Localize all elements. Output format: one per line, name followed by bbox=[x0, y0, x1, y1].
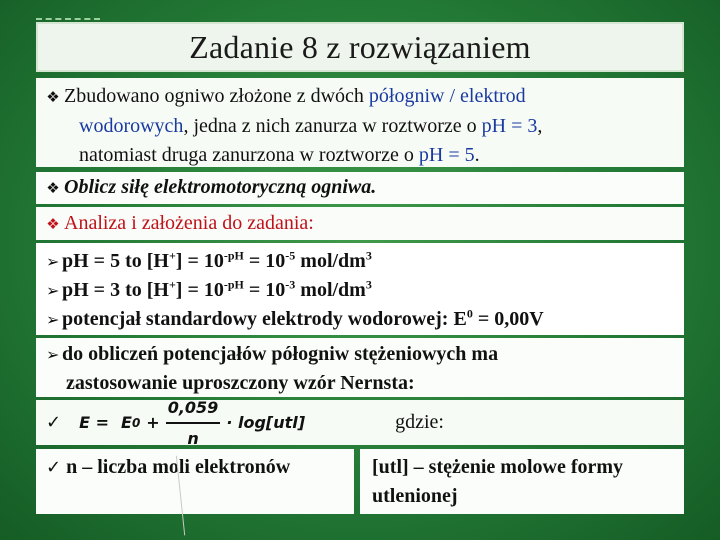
ph3-text-c: = 10 bbox=[243, 279, 286, 301]
desc-comma: , bbox=[537, 115, 543, 137]
formula-lhs: E = bbox=[79, 413, 109, 432]
definition-utl-text: [utl] – stężenie molowe formy utlenionej bbox=[372, 456, 624, 507]
list-item bbox=[46, 247, 674, 276]
title-bar bbox=[36, 22, 684, 72]
desc-text-3: natomiast druga zanurzona w roztworze o bbox=[79, 144, 414, 166]
formula-fraction bbox=[166, 400, 221, 445]
desc-ph-5: pH = 5 bbox=[418, 144, 475, 166]
ph5-sup-1: + bbox=[168, 248, 176, 263]
formula-e0: E bbox=[121, 413, 132, 432]
desc-ph-3: pH = 3 bbox=[481, 115, 538, 137]
desc-dot: . bbox=[474, 144, 480, 166]
formula-rhs: · log[utl] bbox=[226, 413, 306, 432]
desc-highlight-2: wodorowych bbox=[79, 115, 184, 137]
check-icon: ✓ bbox=[46, 412, 62, 433]
diamond-bullet-icon: ❖ bbox=[46, 179, 60, 197]
diamond-bullet-icon: ❖ bbox=[46, 215, 60, 233]
ph5-sup-3: -5 bbox=[285, 248, 296, 263]
check-icon: ✓ bbox=[46, 457, 62, 478]
diamond-bullet-icon: ❖ bbox=[46, 88, 60, 106]
ph5-text-b: ] = 10 bbox=[175, 250, 224, 272]
e0-text-b: = 0,00V bbox=[472, 308, 544, 330]
ph5-text-a: pH = 5 to [H bbox=[62, 250, 169, 272]
formula-where-label: gdzie: bbox=[395, 411, 444, 433]
ph5-text-c: = 10 bbox=[243, 250, 286, 272]
nernst-formula-panel bbox=[36, 400, 684, 445]
definition-n bbox=[36, 449, 354, 514]
task-question bbox=[36, 172, 684, 204]
ph5-text-d: mol/dm bbox=[295, 250, 366, 272]
ph3-sup-2: -pH bbox=[223, 277, 244, 292]
nernst-intro-line-1: do obliczeń potencjałów półogniw stężeniowych ma bbox=[62, 343, 499, 365]
assumptions-list bbox=[36, 243, 684, 335]
ph5-sup-4: 3 bbox=[365, 248, 372, 263]
definition-n-text: n – liczba moli elektronów bbox=[66, 456, 291, 478]
desc-text-1: Zbudowano ogniwo złożone z dwóch bbox=[64, 85, 364, 107]
analysis-heading bbox=[36, 207, 684, 240]
page-title: Zadanie 8 z rozwiązaniem bbox=[189, 28, 531, 65]
nernst-intro bbox=[36, 338, 684, 397]
arrow-bullet-icon: ➢ bbox=[46, 252, 60, 271]
e0-text-a: potencjał standardowy elektrody wodorowej: E bbox=[62, 308, 467, 330]
formula-denominator: n bbox=[187, 428, 199, 445]
definition-utl bbox=[360, 449, 684, 514]
task-description bbox=[36, 78, 684, 167]
ph3-sup-3: -3 bbox=[285, 277, 296, 292]
ph3-text-b: ] = 10 bbox=[175, 279, 224, 301]
ph5-sup-2: -pH bbox=[223, 248, 244, 263]
list-item bbox=[46, 276, 674, 305]
ph3-text-a: pH = 3 to [H bbox=[62, 279, 169, 301]
question-text: Oblicz siłę elektromotoryczną ogniwa. bbox=[64, 176, 377, 198]
list-item bbox=[46, 305, 674, 334]
formula-plus: + bbox=[146, 413, 160, 432]
ph3-text-d: mol/dm bbox=[295, 279, 366, 301]
e0-sup: 0 bbox=[466, 306, 473, 321]
arrow-bullet-icon: ➢ bbox=[46, 345, 60, 364]
desc-text-2: , jedna z nich zanurza w roztworze o bbox=[183, 115, 477, 137]
ph3-sup-4: 3 bbox=[365, 277, 372, 292]
nernst-intro-line-2: zastosowanie uproszczony wzór Nernsta: bbox=[66, 372, 415, 394]
nernst-formula: E = E 0 + $\frac{0,059}{n}$ · log[utl] bbox=[79, 400, 305, 445]
arrow-bullet-icon: ➢ bbox=[46, 281, 60, 300]
arrow-bullet-icon: ➢ bbox=[46, 310, 60, 329]
desc-highlight-1: półogniw / elektrod bbox=[368, 85, 526, 107]
ph3-sup-1: + bbox=[168, 277, 176, 292]
analysis-heading-text: Analiza i założenia do zadania: bbox=[64, 212, 314, 234]
formula-numerator: 0,059 bbox=[166, 400, 221, 424]
